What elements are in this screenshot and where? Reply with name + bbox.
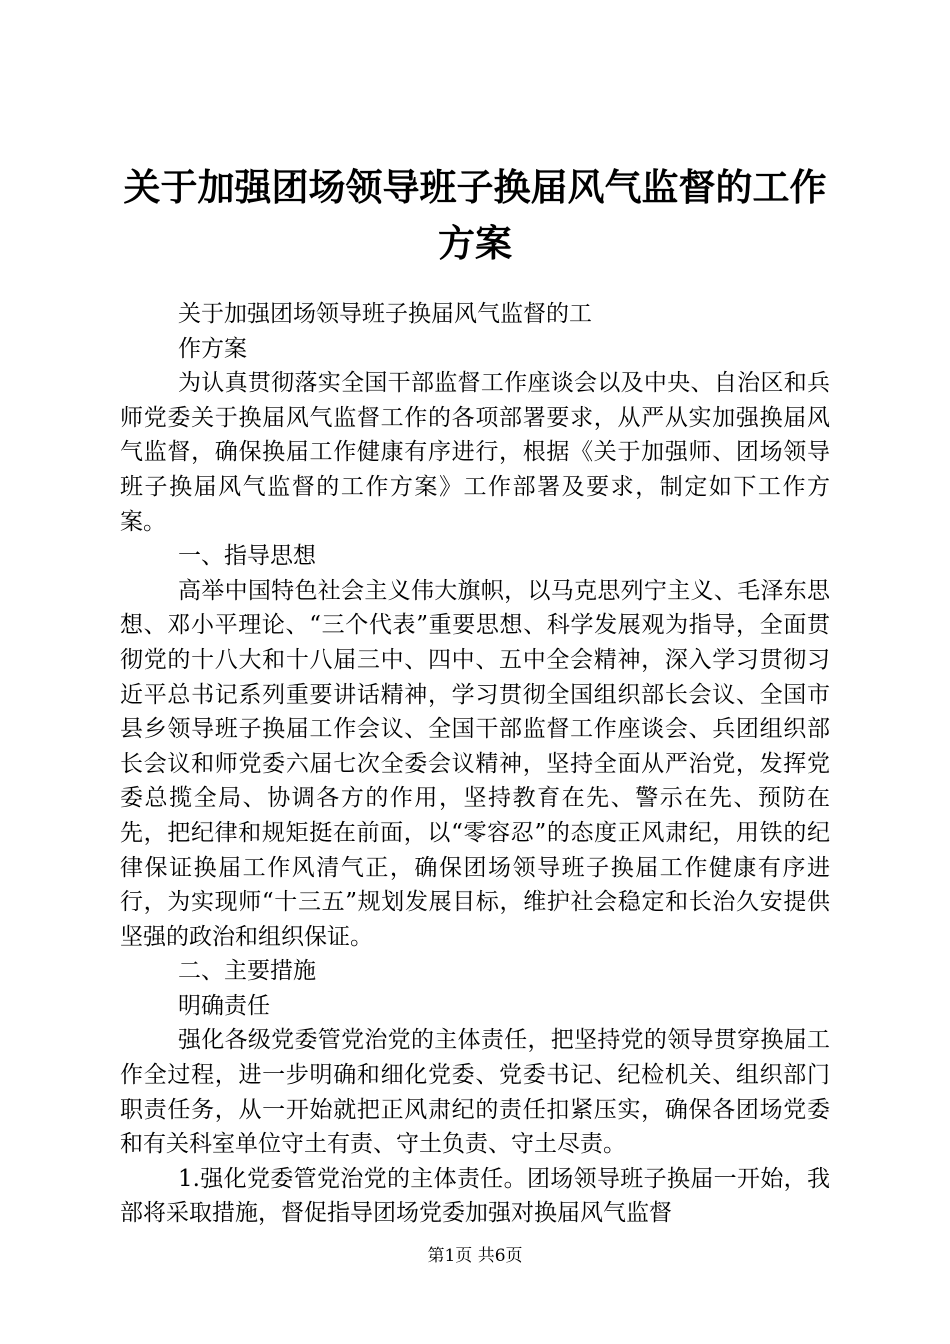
- subsection-heading: 明确责任: [178, 992, 270, 1019]
- page-footer: 第1页 共6页: [427, 1246, 523, 1266]
- body-paragraph: 高举中国特色社会主义伟大旗帜，以马克思列宁主义、毛泽东思想、邓小平理论、“三个代表”重要思想、科学发展观为指导，全面贯彻党的十八大和十八届三中、四中、五中全会精神，深入学习贯彻习近平总书记系列重要讲话精神，学习贯彻全国组织部长会议、全国市县乡领导班子换届工作会议、全国干部监督工作座谈会、兵团组织部长会议和师党委六届七次全委会议精神，坚持全面从严治党，发挥党委总揽全局、协调各方的作用，坚持教育在先、警示在先、预防在先，把纪律和规矩挺在前面，以“零容忍”的态度正风肃纪，用铁的纪律保证换届工作风清气正，确保团场领导班子换届工作健康有序进行，为实现师“十三五”规划发展目标，维护社会稳定和长治久安提供坚强的政治和组织保证。: [120, 577, 830, 950]
- body-paragraph: 1.强化党委管党治党的主体责任。团场领导班子换届一开始，我部将采取措施，督促指导团场党委加强对换届风气监督: [120, 1165, 830, 1227]
- section-heading: 二、主要措施: [178, 958, 316, 985]
- section-heading: 一、指导思想: [178, 543, 316, 570]
- document-title: 关于加强团场领导班子换届风气监督的工作方案: [123, 166, 827, 265]
- body-paragraph: 作方案: [178, 335, 247, 362]
- body-paragraph: 强化各级党委管党治党的主体责任，把坚持党的领导贯穿换届工作全过程，进一步明确和细化党委、党委书记、纪检机关、组织部门职责任务，从一开始就把正风肃纪的责任扣紧压实，确保各团场党委和有关科室单位守土有责、守土负责、守土尽责。: [120, 1027, 830, 1158]
- body-paragraph: 关于加强团场领导班子换届风气监督的工: [178, 301, 592, 327]
- body-paragraph: 为认真贯彻落实全国干部监督工作座谈会以及中央、自治区和兵师党委关于换届风气监督工作的各项部署要求，从严从实加强换届风气监督，确保换届工作健康有序进行，根据《关于加强师、团场领导班子换届风气监督的工作方案》工作部署及要求，制定如下工作方案。: [120, 370, 830, 535]
- document-body: [120, 297, 830, 1231]
